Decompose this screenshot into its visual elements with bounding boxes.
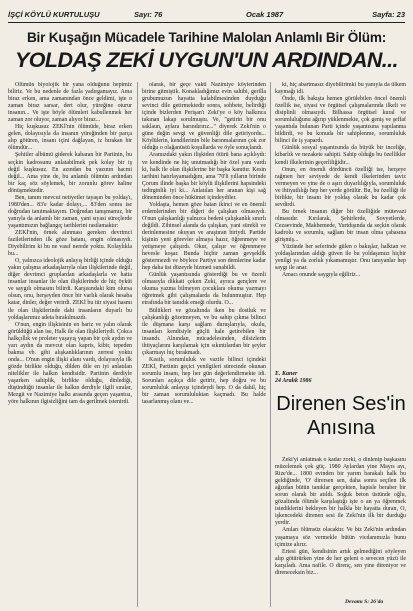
sidebar-title: Direnen Ses'in (276, 393, 406, 415)
paragraph: Günlük sosyal yaşantısında da büyük bir inceliğe, kibarlık ve nezakete sahipti. Sahip olduğu bu özellikler kendi ilkelerinin geçerliliğidir... (275, 145, 406, 166)
article-headline: YOLDAŞ ZEKİ UYGUN'UN ARDINDAN... (15, 48, 398, 72)
paragraph: Ben, tanım mevcut netiyetler tayaşın bu yoldaş'ı, 1980'den... 83'e kadar dolayı,... 83'den sonra ise doğrudan tanıtmaktayım. Doğrudan tanışmamız, bir yanıyla da anlamlı bir zaman, yani sıyasi süreçlerde yaşantımızın bağlangıç tarihlerini rastlamaktır: (8, 194, 132, 229)
paragraph: Ertesi gün, kendisinin artık gelmediğini söyleyen alıp götürürken yine de her geleni o sevecen yüzü ile karşıladı. Ama nafile. O direnç, sen yine direniyor ve direneceksin biz... (275, 548, 406, 576)
paragraph: Amacı onunde saygıyla eğiliriz... (282, 272, 361, 279)
paragraph: ZEKİ'nin, örnek alınması gereken devrimci faziletlerinden ilk göze batanı, engin olmasıydı. Diyebilirim ki bu ne vasıf nerede yoktu. Kolaylıkla bu... (8, 229, 132, 258)
article-column-2 (142, 82, 266, 608)
sidebar-title-line-2: Anısına (307, 417, 375, 439)
page-header (8, 10, 405, 22)
paragraph: Anıları ölümsüz olacaktır. Ve biz Zeki'nin ardından yaşamaya söz vermekle bütün vicdanımızla bunu içimize alırız. (275, 527, 406, 548)
paragraph: Ölümün biyolojik bir yana olduğunu hepimiz biliriz. Ve bu nedenle de fazla yadırgamayız. Ama biraz erken, ama zamanından önce geldimi, işte o zaman biraz sarsar, dert olur, yüreğine oturur insanın... Ve işte böyle ölümleri kabullenmek her zaman zor oluyor, zaman alıyor biraz... (8, 82, 132, 124)
article-column-3 (275, 82, 406, 365)
page-number: Sayfa: 23 (372, 10, 405, 19)
paragraph: Zeki'yi anlatmak o kadar zorki, o dinlenip başkasını müzelemek çok güç. 1980 Aylardan yine Mayıs ayı, Rize'de... 1800 evinden bir yarım barakalı halk bu geldiğinde, 'O' dirersen sen, daha sonra seçilen ilk ağızdan bütün tanıklar gerçekten, hapisle beraber bir sorun olarak bir atıldı. Soğuk beton üstünde oğlu, gözaltında ölümle karşılaştığı işte o an ya öğrenmek istediklerini bekleyen bir halkla bir hayatta duran, O, işkencedeki direnen sesi ile Zeki'nin ilk bir durduğu yerdir. (275, 457, 406, 527)
paragraph: O, yalnızca ideolojik anlayış birliği içinde olduğu yakın çalışma arkadaşlarıyla olan ilişkilerinde değil, diğer devrimci gruplardan arkadaşlarla ve hatta insanlar insanlar ile olan ilişkilerinde de hiç öyküt ve saygılı olmasını bilirdi. Karşısındaki kim olursa olsun, onu, herşeyden önce bir varlık olarak hesaba katar, dinler, değer verirdi. ZEKİ bu tür siyasi hasmı ile olan ilişkilerinde dahi insanların duyarlı bu yoldaşlarımız adeta bırakılmazdı. (8, 258, 132, 321)
article-kicker: Bir Kuşağın Mücadele Tarihine Malolan Anlamlı Bir Ölüm: (26, 30, 387, 45)
author-name: E. Kaner (275, 371, 298, 377)
sidebar-article-body (275, 457, 406, 602)
paragraph: ki, hiç abartmasız diyebilirimki bu yanıyla da ülkem kaymağı idi. (275, 82, 406, 96)
paragraph: Kısıtlı, sorumluluk ve vazife bilinci içindeki ZEKİ, Partinin geçici yenilgileri sürecinde okunan sorumlu insanı, hep her gün değerlendirmekte idi. Sorunları açıkça dile getirir, hep doğru ve bu sorumluluk anlayışı içindeydi hep. O da dahil, hiç bir zaman sorumluluktan kaçmadı. Bu halde tasarlanmış olanı ve... (142, 356, 266, 406)
issue-date: Ocak 1987 (246, 10, 284, 19)
signature-date: 24 Aralık 1986 (275, 378, 312, 384)
paragraph: Günlük yaşantısında gösterdiği bu ve özenli olmasıyla dikkati çeken Zeki, ayrıca gençlere ve okuma yazma bilmeyen çocuklara okuma yazmayı öğretmek gibi çalışmalarda da bulunmuştur. Hep etrafında bir tanıdık emeği olurdu. O... (142, 272, 266, 307)
paragraph: olarak, bir geçe vakti Nazimiye köylerinden birine gitmiştik. Konakladığımız evin sahibi, gerilla grubumuzun hayatta kalabilmesinden duyduğu sevinci dile getirmektedir sonra, sohbete, belirdiği içinde bizlerden Perişan'ı Zeki'ye o köy halkınca takınan lakap sorulmuştu. Ve, "getirin bir onu saklaun, aylara barındırırız..." diyerek Zeki'nin o güne değin sevgi ve güvenliği dile getiriyordu... Köylülerin, kendilerinin bile barınmalarının çok zor olduğu o olağanüstü koşullarda ve öyle sonuçlandı. (142, 82, 266, 152)
paragraph: O'nun, engin ilişkisinin en bariz ve yalın olarak görüldüğü alan ise, Halk ile olan ilişkileriydi. Çokca halkçıllık ve proleter yaşayış yapan bir çok aydın ve yarı aydın da mevcut olan kapris, kibir, tepeden bakma vb. gibi alışkanlıklarının zerresi yoktu onda... O'nun engin ilişki alanı vardı, dolayısıyla ilk gözde birlikte olduğu, dilden dile en iyi anlatılan nitelikler ile halkın kendisidir. Partinin derdiyle yaşarken sahiplik, birlikte olduğu, dinlediği, düşündüğü insanlar ile halkın derdiyle ilgili sıralar, Mezgit ve Nazimiye halkı arasında geçen yaşantısı, yöre halkının ilgisizliğini tam da gerilmek istenirdi. (8, 321, 132, 406)
paragraph: Şehitler albümü giderek kabaran bir Partinin, bu seçkin kadrosunu anlatabilmek pek kolay bir iş değil kuşkusuz. En azından bu yazının hacmi değil... Ama yine de, bu anlamlı ölümün ardından bir kaç söz söylemek, bir zorunlu görev haline dönüşmektedir. (8, 152, 132, 194)
paragraph: Aramızdaki yakın ilişkiden ötürü bana açıklıydı: ve kendinde ne hiç unutmadığı bir özel yanı vardı ki, halk ile olan ilişkilerine bir başka kanıttır. Kesin tarihini hatırlayamadığım, ama '70'li yılların birinde Çorum ilinde başka bir köylü ilişkilerini hapsindeki tedirginlik iyi ki... Anlatılan her aranan kişi sağ döneminden önce hükümet içindeydiler. (142, 152, 266, 201)
column-divider (137, 82, 138, 607)
article-column-1 (8, 82, 132, 608)
publication-name: İŞÇİ KÖYLÜ KURTULUŞU (8, 10, 100, 19)
article-signature (275, 371, 311, 385)
paragraph: Onun, en önemli dördüncü özelliği ise, herşeye rağmen her seviyede de kendi ilkelerinden taviz vermeyen ve yine de o aşırı duyarlılığıyla, sorumluluk ve ihtiyatlılığı hep her yerde görülür. Bu, bu özelliği ile birlikte, bir insanı bir yoldaş olarak bu kadar çok sevdirdi. (275, 166, 406, 208)
paragraph: Yüzünde her seferinde gülen o bakışlar, halktan ve yoldaşlarından aldığı güven ile bu yoldaşımızı hiçbir yenilgi ya da zorluk yıkamamıştır. Onu tanıyanlar hep saygı ile anar. (275, 244, 406, 272)
paragraph: Önde, ilk bakışta hemen görülebilen öncel önemli özellik ise, siyasi ve örgütsel çalışmalarında ilkeli ve disiplinli olmasıydı. Bilhassa örgütsel kural ve sorumluluğunu ağırıp yüklenmekte, çok geniş ve şeffaf yaşantıda bulunan Parti içinde yaşantısına yapılanma bildirdi, ve bu konuda bir sahiplenme, sorumluluk bilinci ile iş yapardı. (275, 96, 406, 145)
paragraph: Bülükleri ve gözaltında iken bu dostluk ve çalışkanlığı gözetmeyen, ve bu sahip çıkma bilinci ile düşmana karşı sağlam duruşlarıyla, okulu, insanları kendisiyle güçlü hale getirebilen bir insandı. Alnından, mücadelesinden, dilsizlerin ihtiyaçlarını karşılamak için sıkıntılardan bir şeyler çıkarmayı hiç bırakmadı. (142, 307, 266, 356)
paragraph: Hiç kuşkusuz ZEKİ'nin ölümüde, biraz erken gelen, dolayısıyla da insanın yüreğinden bir parça alıp götüren, insanı içini dağlayan, iz bırakan bir ölümdür... (8, 124, 132, 152)
paragraph: Yoldaşta, hemen göze batan ikinci ve en önemli erdemlerinden bir diğeri de çalışkan olmasıydı. O'nun çalışkanlığı yalnızca bedeni çalışkanlık sınırlı değildi. Zihinsel alanda da çalışkan, yani sürekli ve derinlemesine okuyan ve araştıran biriydi. Partide kişinin yeni görevler almaya hazır, öğrenmeye ve yetişmeye çalışırdı. Okur, çalışır ve öğrenmeye hevesle koşar. Bunda hiçbir zaman gevşeklik göstermezdi ve böylece Partiye son demlerine kadar hep daha üst düzeyde hizmeti sunabildi. (142, 201, 266, 272)
paragraph: Bu örnek insanın diğer bir özelliğide mütevazi olmasıdır. Kırılarak, Şehirlerde, Sovyetlerde, Cezaevinde, Makhemede, Yurtdışında da seçkin olarak kadrolu ve sorumlu, sağlam bir insan olma çabasına girişmiş... (275, 208, 406, 244)
column-divider (270, 82, 271, 607)
header-rule (8, 22, 405, 23)
continued-on-label: Devamı S: 26'da (345, 599, 384, 605)
issue-number: Sayı: 76 (134, 10, 163, 19)
